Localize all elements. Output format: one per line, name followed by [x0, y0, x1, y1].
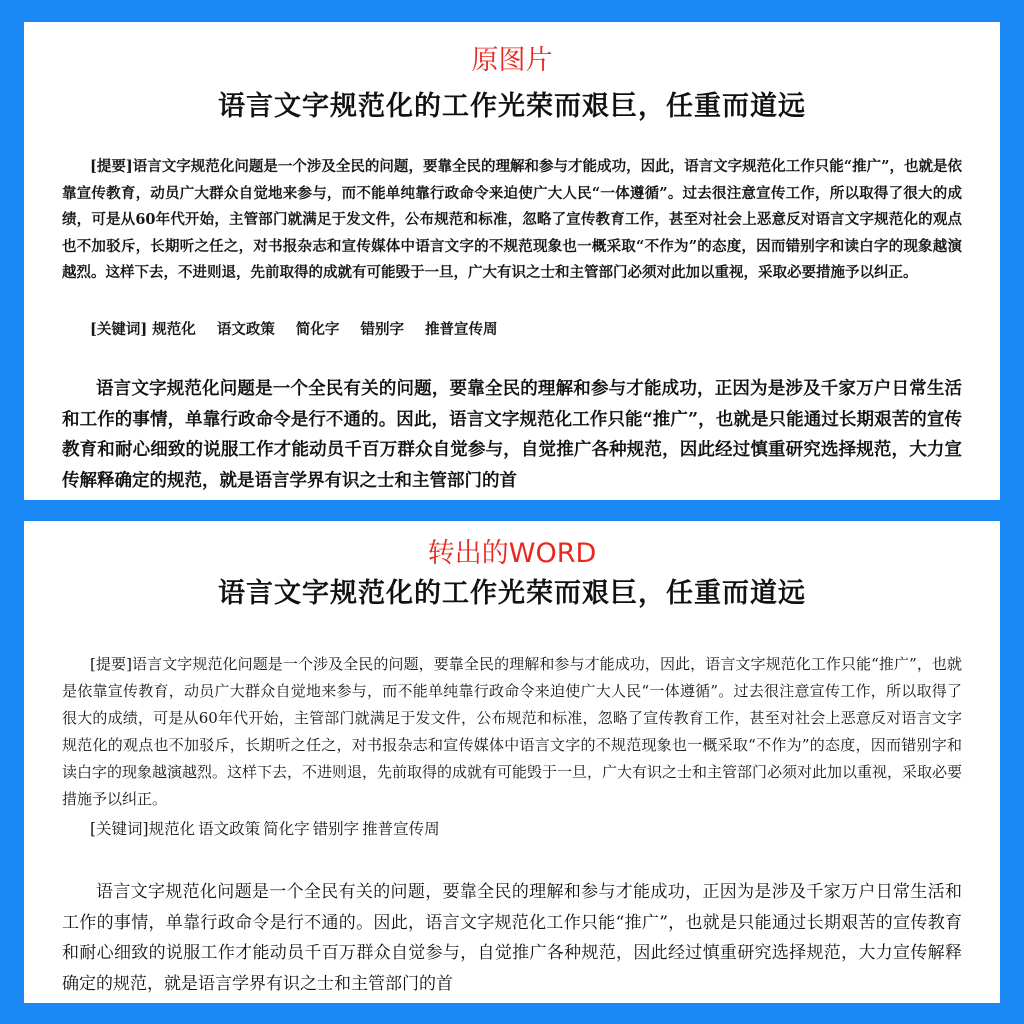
panel-label: 转出的WORD	[427, 538, 597, 569]
abstract-paragraph	[62, 154, 962, 287]
keyword: 简化字	[263, 820, 310, 838]
converted-word-panel	[24, 521, 1000, 1003]
article-title: 语言文字规范化的工作光荣而艰巨，任重而道远	[218, 91, 806, 122]
original-image-panel	[24, 22, 1000, 500]
keywords-tag: [关键词]	[90, 820, 149, 838]
keywords-line	[90, 817, 443, 839]
keyword: 语文政策	[198, 820, 261, 838]
abstract-text: 语言文字规范化问题是一个涉及全民的问题，要靠全民的理解和参与才能成功，因此，语言文字规范化工作只能“推广”，也就是依靠宣传教育，动员广大群众自觉地来参与，而不能单纯靠行政命令来迫使广大人民“一体遵循”。过去很注意宣传工作，所以取得了很大的成绩，可是从60年代开始，主管部门就满足于发文件，公布规范和标准，忽略了宣传教育工作，甚至对社会上恶意反对语言文字规范化的观点也不加驳斥，长期听之任之，对书报杂志和宣传媒体中语言文字的不规范现象也一概采取“不作为”的态度，因而错别字和读白字的现象越演越烈。这样下去，不进则退，先前取得的成就有可能毁于一旦，广大有识之士和主管部门必须对此加以重视，采取必要措施予以纠正。	[62, 655, 963, 808]
abstract-text: 语言文字规范化问题是一个涉及全民的问题，要靠全民的理解和参与才能成功，因此，语言文字规范化工作只能“推广”，也就是依靠宣传教育，动员广大群众自觉地来参与，而不能单纯靠行政命令来迫使广大人民“一体遵循”。过去很注意宣传工作，所以取得了很大的成绩，可是从60年代开始，主管部门就满足于发文件，公布规范和标准，忽略了宣传教育工作，甚至对社会上恶意反对语言文字规范化的观点也不加驳斥，长期听之任之，对书报杂志和宣传媒体中语言文字的不规范现象也一概采取“不作为”的态度，因而错别字和读白字的现象越演越烈。这样下去，不进则退，先前取得的成就有可能毁于一旦，广大有识之士和主管部门必须对此加以重视，采取必要措施予以纠正。	[62, 158, 962, 281]
panel-label: 原图片	[471, 45, 553, 76]
keyword: 语文政策	[216, 321, 275, 338]
keyword: 推普宣传周	[362, 820, 440, 838]
keyword: 错别字	[312, 820, 360, 838]
keywords-line	[90, 318, 514, 339]
abstract-tag: [提要]	[90, 158, 133, 175]
keywords-tag: [关键词]	[90, 321, 148, 338]
article-title: 语言文字规范化的工作光荣而艰巨，任重而道远	[218, 578, 806, 609]
abstract-paragraph	[62, 651, 962, 813]
keyword: 推普宣传周	[425, 321, 498, 338]
body-paragraph: 语言文字规范化问题是一个全民有关的问题，要靠全民的理解和参与才能成功，正因为是涉及千家万户日常生活和工作的事情，单靠行政命令是行不通的。因此，语言文字规范化工作只能“推广”，也就是只能通过长期艰苦的宣传教育和耐心细致的说服工作才能动员千百万群众自觉参与，自觉推广各种规范，因此经过慎重研究选择规范，大力宣传解释确定的规范，就是语言学界有识之士和主管部门的首	[62, 379, 962, 491]
abstract-tag: [提要]	[90, 655, 132, 673]
keyword: 规范化	[152, 321, 196, 338]
body-paragraph: 语言文字规范化问题是一个全民有关的问题，要靠全民的理解和参与才能成功，正因为是涉及千家万户日常生活和工作的事情，单靠行政命令是行不通的。因此，语言文字规范化工作只能“推广”，也就是只能通过长期艰苦的宣传教育和耐心细致的说服工作才能动员千百万群众自觉参与，自觉推广各种规范，因此经过慎重研究选择规范，大力宣传解释确定的规范，就是语言学界有识之士和主管部门的首	[62, 882, 962, 994]
keyword: 规范化	[148, 820, 196, 838]
keyword: 简化字	[295, 321, 340, 338]
keyword: 错别字	[360, 321, 404, 338]
